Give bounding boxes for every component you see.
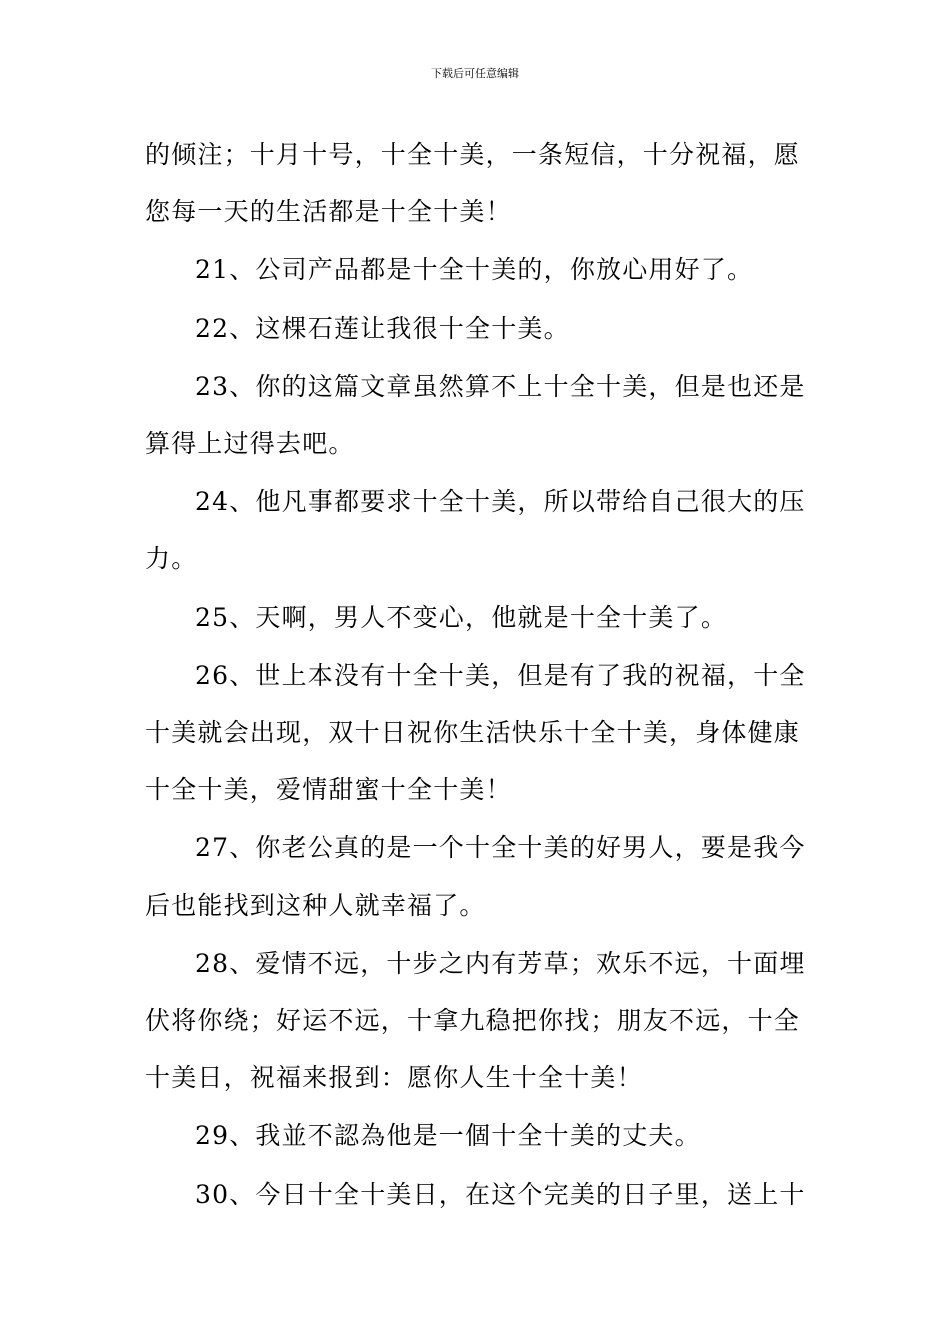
page-header: 下载后可任意编辑 [431,67,519,80]
paragraph-28 [145,935,807,1107]
paragraph-23 [145,358,807,472]
paragraph-29 [145,1107,807,1164]
text-line: 十美就会出现，双十日祝你生活快乐十全十美，身体健康 [145,718,801,748]
text-line: 的倾注；十月十号，十全十美，一条短信，十分祝福，愿 [145,140,801,169]
text-line: 22、这棵石莲让我很十全十美。 [195,313,570,343]
paragraph-30 [145,1166,807,1223]
text-line: 后也能找到这种人就幸福了。 [145,890,486,920]
paragraph-25 [145,589,807,646]
text-line: 您每一天的生活都是十全十美！ [145,197,512,227]
text-line: 24、他凡事都要求十全十美，所以带给自己很大的压 [195,487,806,517]
paragraph-26 [145,647,807,819]
text-line: 十全十美，爱情甜蜜十全十美！ [145,775,512,805]
text-line: 算得上过得去吧。 [145,429,355,459]
text-line: 23、你的这篇文章虽然算不上十全十美，但是也还是 [195,371,806,401]
text-line: 十美日，祝福来报到：愿你人生十全十美！ [145,1063,643,1093]
text-line: 25、天啊，男人不变心，他就是十全十美了。 [195,602,728,632]
paragraph-21 [145,241,807,298]
paragraph-1 [145,126,807,240]
text-line: 26、世上本没有十全十美，但是有了我的祝福，十全 [195,660,806,690]
text-line: 30、今日十全十美日，在这个完美的日子里，送上十 [195,1179,806,1209]
document-body [145,126,807,1224]
paragraph-24 [145,473,807,587]
text-line: 21、公司产品都是十全十美的，你放心用好了。 [195,255,754,285]
text-line: 29、我並不認為他是一個十全十美的丈夫。 [195,1121,701,1151]
text-line: 27、你老公真的是一个十全十美的好男人，要是我今 [195,833,806,863]
text-line: 伏将你绕；好运不远，十拿九稳把你找；朋友不远，十全 [145,1006,801,1036]
text-line: 力。 [145,544,198,574]
text-line: 28、爱情不远，十步之内有芳草；欢乐不远，十面埋 [195,948,806,978]
paragraph-27 [145,819,807,933]
paragraph-22 [145,300,807,357]
